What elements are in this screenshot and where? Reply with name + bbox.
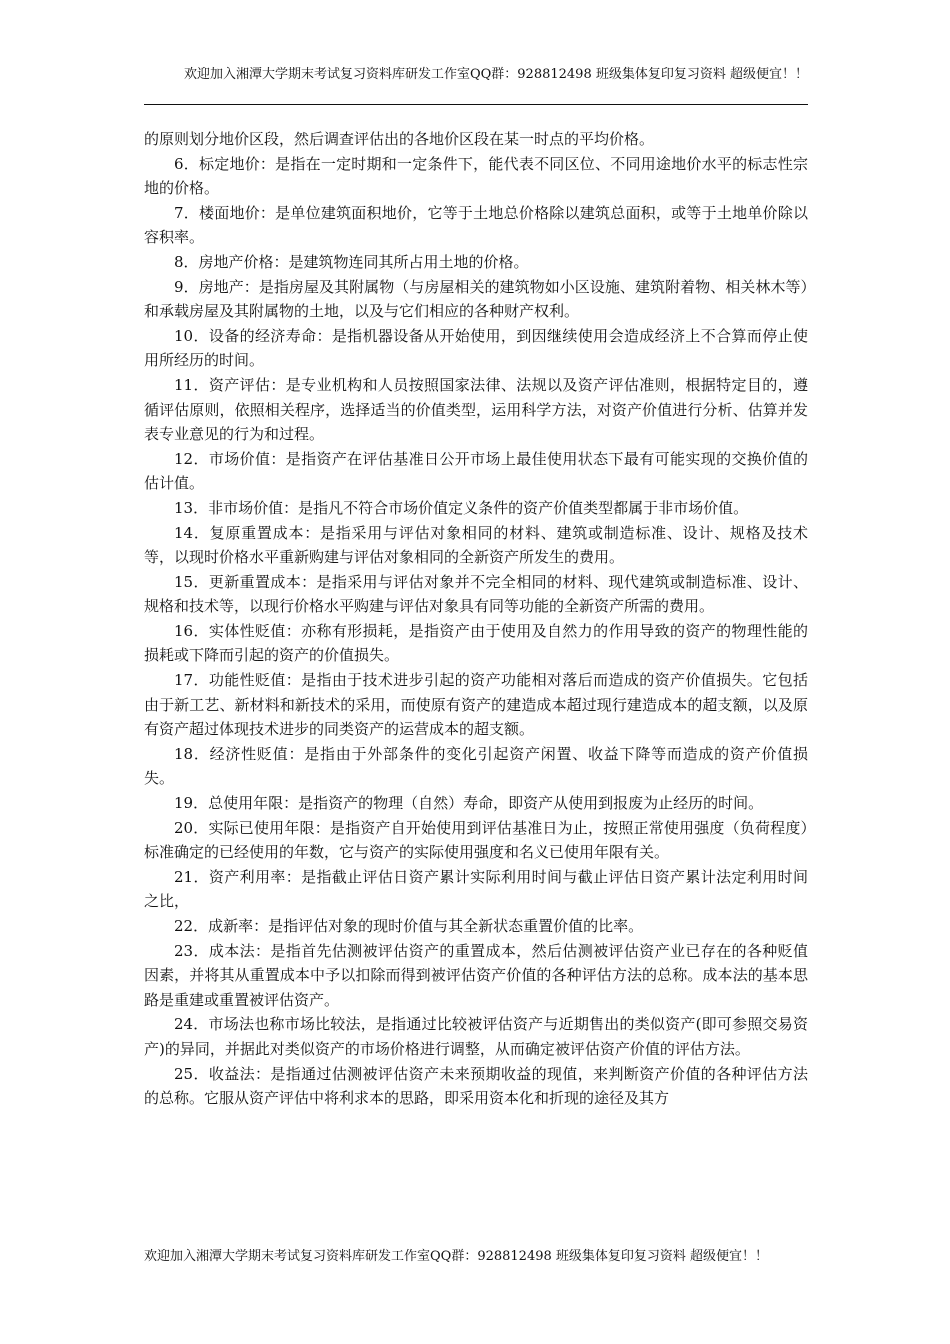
paragraph-7: 7．楼面地价：是单位建筑面积地价，它等于土地总价格除以建筑总面积，或等于土地单价除以容积率。 — [144, 203, 808, 247]
paragraph-6: 6．标定地价：是指在一定时期和一定条件下，能代表不同区位、不同用途地价水平的标志性宗地的价格。 — [144, 154, 808, 198]
paragraph-13: 13．非市场价值：是指凡不符合市场价值定义条件的资产价值类型都属于非市场价值。 — [174, 498, 749, 517]
paragraph-24: 24．市场法也称市场比较法，是指通过比较被评估资产与近期售出的类似资产(即可参照交易资产)的异同，并据此对类似资产的市场价格进行调整，从而确定被评估资产价值的评估方法。 — [144, 1015, 808, 1058]
paragraph-10: 10．设备的经济寿命：是指机器设备从开始使用，到因继续使用会造成经济上不合算而停止使用所经历的时间。 — [144, 326, 808, 370]
paragraph-9: 9．房地产：是指房屋及其附属物（与房屋相关的建筑物如小区设施、建筑附着物、相关林木等）和承载房屋及其附属物的土地，以及与它们相应的各种财产权利。 — [144, 277, 808, 321]
paragraph-19: 19．总使用年限：是指资产的物理（自然）寿命，即资产从使用到报废为止经历的时间。 — [174, 794, 764, 813]
paragraph-15: 15．更新重置成本：是指采用与评估对象并不完全相同的材料、现代建筑或制造标准、设计、规格和技术等，以现行价格水平购建与评估对象具有同等功能的全新资产所需的费用。 — [144, 572, 808, 616]
paragraph-21: 21．资产利用率：是指截止评估日资产累计实际利用时间与截止评估日资产累计法定利用时间之比， — [144, 867, 808, 911]
page-header: 欢迎加入湘潭大学期末考试复习资料库研发工作室QQ群：928812498 班级集体复印复习资料 超级便宜！！ — [183, 67, 808, 82]
paragraph-18: 18．经济性贬值：是指由于外部条件的变化引起资产闲置、收益下降等而造成的资产价值损失。 — [144, 744, 808, 788]
paragraph-22: 22．成新率：是指评估对象的现时价值与其全新状态重置价值的比率。 — [174, 917, 644, 935]
paragraph-11: 11．资产评估：是专业机构和人员按照国家法律、法规以及资产评估准则，根据特定目的，遵循评估原则，依照相关程序，选择适当的价值类型，运用科学方法，对资产价值进行分析、估算并发表专业意见的行为和过程。 — [144, 375, 808, 444]
paragraph-14: 14．复原重置成本：是指采用与评估对象相同的材料、建筑或制造标准、设计、规格及技术等，以现时价格水平重新购建与评估对象相同的全新资产所发生的费用。 — [144, 523, 808, 567]
paragraph-20: 20．实际已使用年限：是指资产自开始使用到评估基准日为止，按照正常使用强度（负荷程度）标准确定的已经使用的年数，它与资产的实际使用强度和名义已使用年限有关。 — [144, 818, 808, 862]
document-body — [144, 127, 808, 1111]
paragraph-23: 23．成本法：是指首先估测被评估资产的重置成本，然后估测被评估资产业已存在的各种贬值因素，并将其从重置成本中予以扣除而得到被评估资产价值的各种评估方法的总称。成本法的基本思路是重建或重置被评估资产。 — [144, 941, 808, 1009]
paragraph-8: 8．房地产价格：是建筑物连同其所占用土地的价格。 — [174, 252, 529, 271]
paragraph-25: 25．收益法：是指通过估测被评估资产未来预期收益的现值，来判断资产价值的各种评估方法的总称。它服从资产评估中将利求本的思路，即采用资本化和折现的途径及其方 — [144, 1064, 808, 1108]
paragraph-12: 12．市场价值：是指资产在评估基准日公开市场上最佳使用状态下最有可能实现的交换价值的估计值。 — [144, 449, 808, 493]
paragraph-continued: 的原则划分地价区段，然后调查评估出的各地价区段在某一时点的平均价格。 — [144, 130, 655, 148]
paragraph-17: 17．功能性贬值：是指由于技术进步引起的资产功能相对落后而造成的资产价值损失。它包括由于新工艺、新材料和新技术的采用，而使原有资产的建造成本超过现行建造成本的超支额，以及原有资产超过体现技术进步的同类资产的运营成本的超支额。 — [144, 671, 808, 739]
header-divider — [144, 104, 808, 105]
page-footer: 欢迎加入湘潭大学期末考试复习资料库研发工作室QQ群：928812498 班级集体复印复习资料 超级便宜！！ — [144, 1249, 769, 1264]
paragraph-16: 16．实体性贬值：亦称有形损耗，是指资产由于使用及自然力的作用导致的资产的物理性能的损耗或下降而引起的资产的价值损失。 — [144, 621, 808, 665]
